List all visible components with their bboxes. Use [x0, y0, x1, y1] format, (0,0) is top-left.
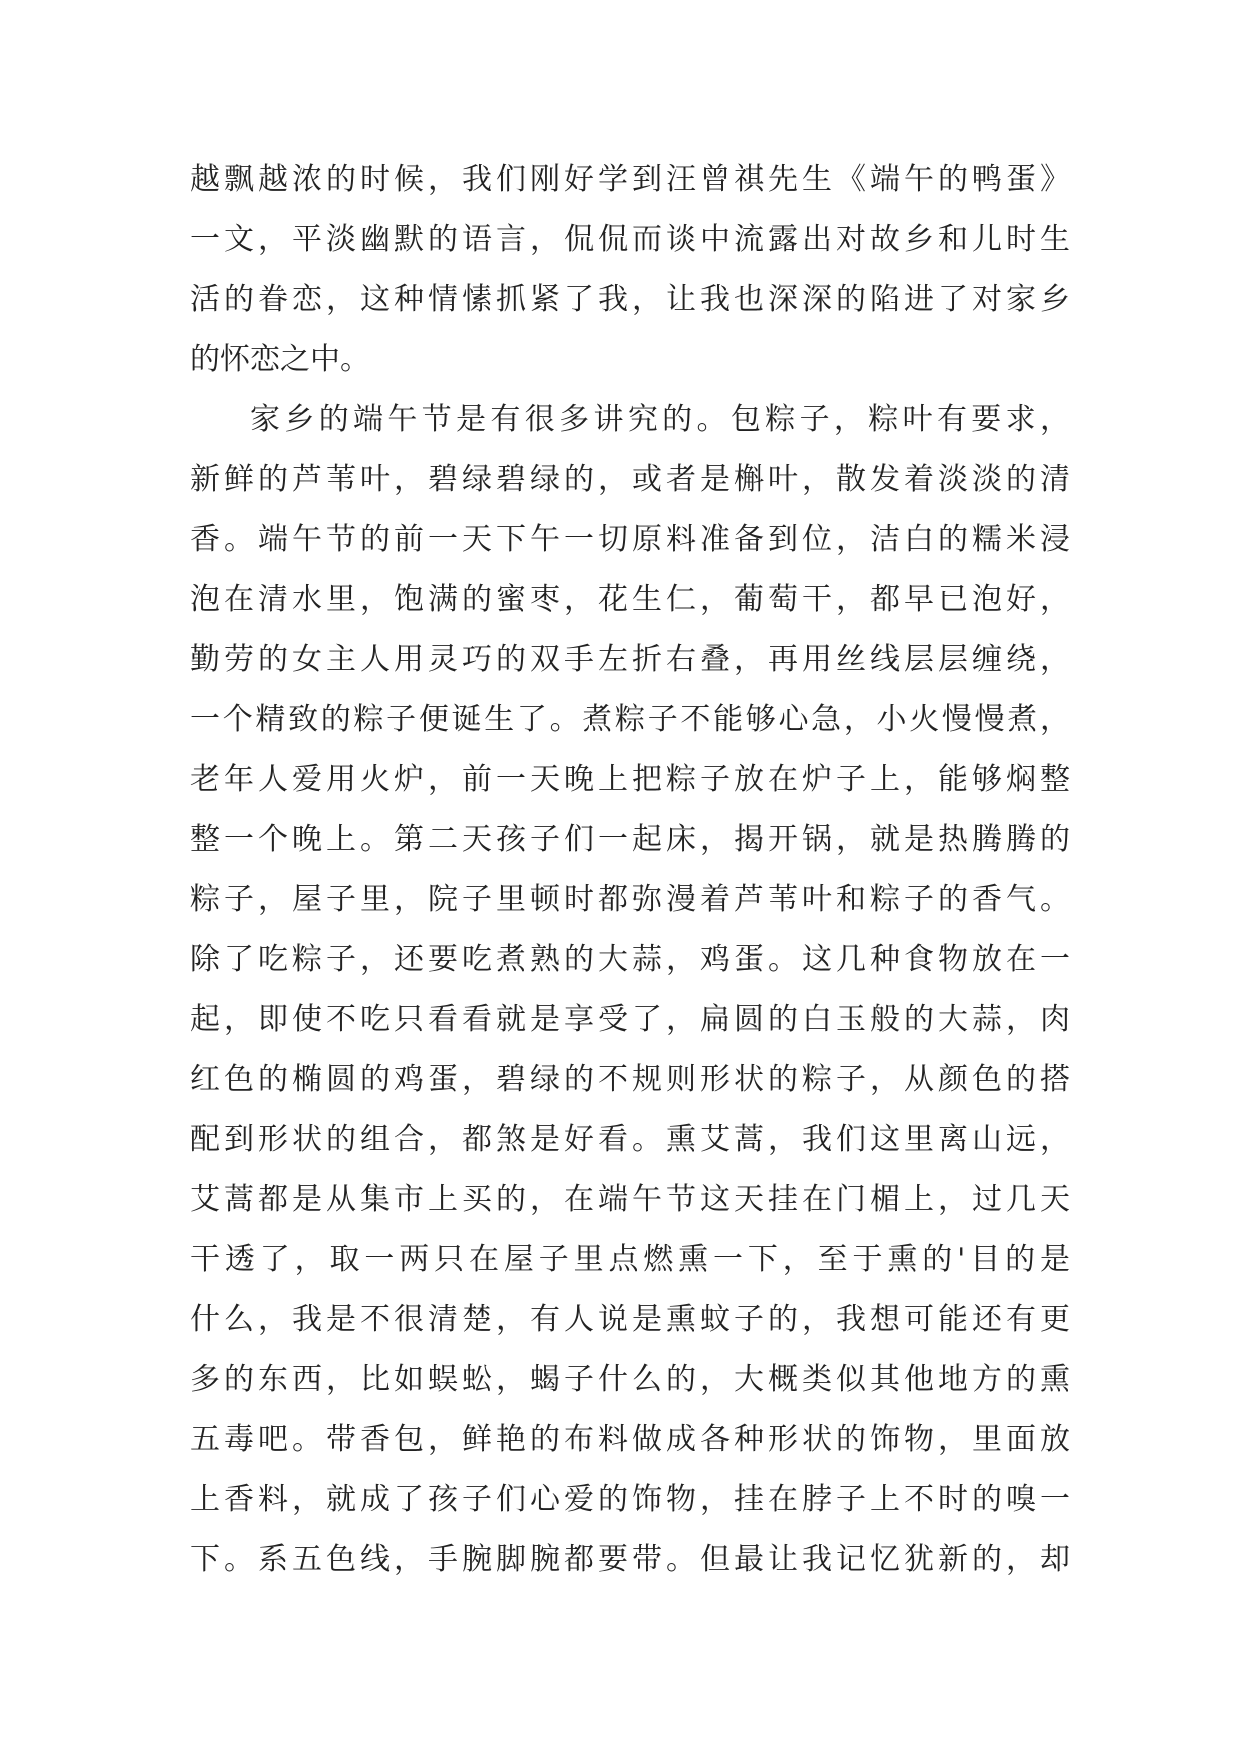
text-line: 艾蒿都是从集市上买的，在端午节这天挂在门楣上，过几天: [190, 1182, 1070, 1217]
text-line: 老年人爱用火炉，前一天晚上把粽子放在炉子上，能够焖整: [190, 762, 1070, 797]
text-line: 泡在清水里，饱满的蜜枣，花生仁，葡萄干，都早已泡好，: [190, 582, 1070, 617]
text-line: 红色的椭圆的鸡蛋，碧绿的不规则形状的粽子，从颜色的搭: [190, 1062, 1070, 1097]
text-line: 粽子，屋子里，院子里顿时都弥漫着芦苇叶和粽子的香气。: [190, 882, 1070, 917]
text-line: 香。端午节的前一天下午一切原料准备到位，洁白的糯米浸: [190, 522, 1070, 557]
text-line: 一文，平淡幽默的语言，侃侃而谈中流露出对故乡和儿时生: [190, 222, 1070, 257]
text-line: 活的眷恋，这种情愫抓紧了我，让我也深深的陷进了对家乡: [190, 282, 1070, 317]
text-line: 多的东西，比如蜈蚣，蝎子什么的，大概类似其他地方的熏: [190, 1362, 1070, 1397]
text-line: 一个精致的粽子便诞生了。煮粽子不能够心急，小火慢慢煮，: [190, 702, 1070, 737]
text-line: 除了吃粽子，还要吃煮熟的大蒜，鸡蛋。这几种食物放在一: [190, 942, 1070, 977]
text-line: 越飘越浓的时候，我们刚好学到汪曾祺先生《端午的鸭蛋》: [190, 162, 1070, 197]
text-line: 配到形状的组合，都煞是好看。熏艾蒿，我们这里离山远，: [190, 1122, 1070, 1157]
text-line: 干透了，取一两只在屋子里点燃熏一下，至于熏的'目的是: [190, 1242, 1070, 1277]
text-line: 勤劳的女主人用灵巧的双手左折右叠，再用丝线层层缠绕，: [190, 642, 1070, 677]
text-line: 起，即使不吃只看看就是享受了，扁圆的白玉般的大蒜，肉: [190, 1002, 1070, 1037]
text-line: 新鲜的芦苇叶，碧绿碧绿的，或者是槲叶，散发着淡淡的清: [190, 462, 1070, 497]
text-line: 上香料，就成了孩子们心爱的饰物，挂在脖子上不时的嗅一: [190, 1482, 1070, 1517]
text-line: 整一个晚上。第二天孩子们一起床，揭开锅，就是热腾腾的: [190, 822, 1070, 857]
text-line: 五毒吧。带香包，鲜艳的布料做成各种形状的饰物，里面放: [190, 1422, 1070, 1457]
text-line: 的怀恋之中。: [190, 342, 370, 377]
text-line: 下。系五色线，手腕脚腕都要带。但最让我记忆犹新的，却: [190, 1542, 1070, 1577]
paragraph-first-line: 家乡的端午节是有很多讲究的。包粽子，粽叶有要求，: [250, 402, 1070, 437]
body-text: [190, 150, 1070, 1590]
text-line: 什么，我是不很清楚，有人说是熏蚊子的，我想可能还有更: [190, 1302, 1070, 1337]
